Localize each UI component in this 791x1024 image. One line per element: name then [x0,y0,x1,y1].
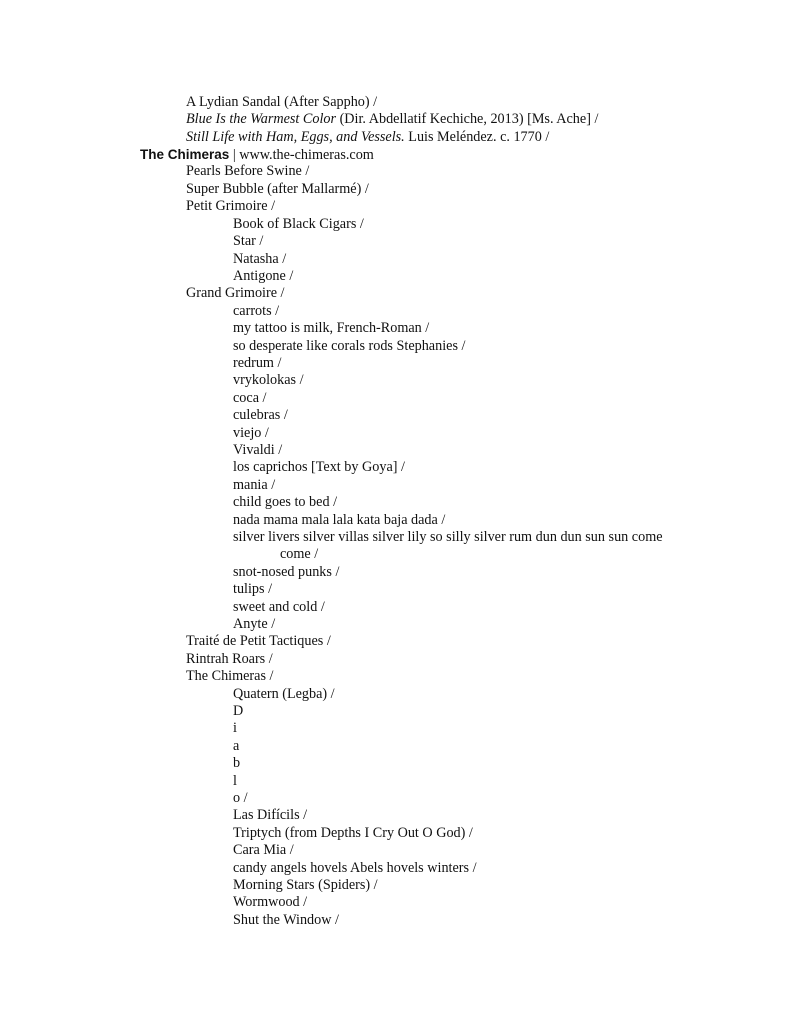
sub-entry-wrap: come / [280,546,319,562]
sub-entry: Book of Black Cigars / [233,216,364,232]
sub-entry: mania / [233,477,276,493]
sub-entry: Antigone / [233,268,294,284]
sub-entry: l [233,773,237,789]
sub-entry: Natasha / [233,251,287,267]
sub-entry: viejo / [233,425,269,441]
poem-title: A Lydian Sandal (After Sappho) / [186,94,378,110]
entry: The Chimeras / [186,668,274,684]
sub-entry: sweet and cold / [233,599,325,615]
sub-entry: candy angels hovels Abels hovels winters / [233,860,477,876]
sub-entry: coca / [233,390,267,406]
sub-entry: snot-nosed punks / [233,564,340,580]
sub-entry: D [233,703,244,719]
sub-entry: so desperate like corals rods Stephanies / [233,338,466,354]
entry: Grand Grimoire / [186,285,285,301]
sub-entry: Las Difícils / [233,807,308,823]
painting-credit: Luis Meléndez. c. 1770 / [404,129,550,145]
sub-entry: b [233,755,241,771]
sub-entry: Shut the Window / [233,912,339,928]
sub-entry: Anyte / [233,616,276,632]
film-credit: (Dir. Abdellatif Kechiche, 2013) [Ms. Ache] / [336,111,599,127]
entry: Petit Grimoire / [186,198,276,214]
entry: Super Bubble (after Mallarmé) / [186,181,369,197]
sub-entry: i [233,720,237,736]
poem-title [186,129,549,146]
sub-entry: Star / [233,233,264,249]
sub-entry: my tattoo is milk, French-Roman / [233,320,430,336]
sub-entry: los caprichos [Text by Goya] / [233,459,405,475]
sub-entry: tulips / [233,581,273,597]
sub-entry: child goes to bed / [233,494,338,510]
sub-entry: Wormwood / [233,894,308,910]
section-url: www.the-chimeras.com [239,147,374,163]
section-heading [140,146,374,164]
sub-entry: carrots / [233,303,280,319]
film-title: Blue Is the Warmest Color [186,111,337,127]
sub-entry: Morning Stars (Spiders) / [233,877,378,893]
sub-entry: a [233,738,240,754]
sub-entry: Triptych (from Depths I Cry Out O God) / [233,825,473,841]
sub-entry: silver livers silver villas silver lily so silly silver rum dun dun sun sun come [233,529,663,545]
sub-entry: Vivaldi / [233,442,283,458]
sub-entry: nada mama mala lala kata baja dada / [233,512,446,528]
painting-title: Still Life with Ham, Eggs, and Vessels. [186,129,405,145]
sub-entry: culebras / [233,407,288,423]
sub-entry: Cara Mia / [233,842,294,858]
entry: Traité de Petit Tactiques / [186,633,331,649]
sub-entry: Quatern (Legba) / [233,686,335,702]
entry: Pearls Before Swine / [186,163,310,179]
section-title: The Chimeras [140,147,230,162]
sub-entry: redrum / [233,355,282,371]
sub-entry: vrykolokas / [233,372,304,388]
entry: Rintrah Roars / [186,651,273,667]
poem-title [186,111,598,128]
section-separator: | [229,147,240,163]
sub-entry: o / [233,790,248,806]
